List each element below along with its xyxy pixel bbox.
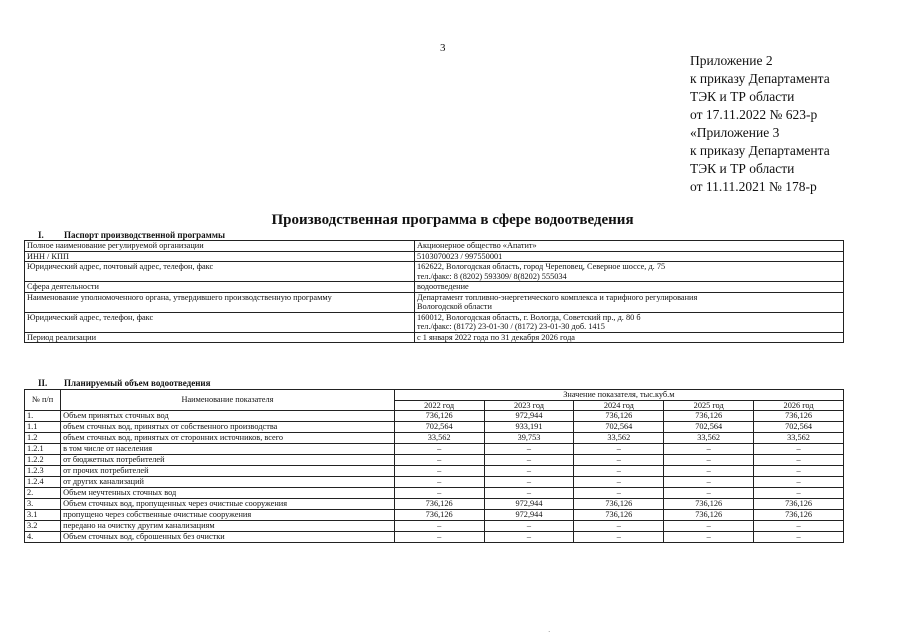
passport-value: с 1 января 2022 года по 31 декабря 2026 года <box>415 332 844 343</box>
row-value: – <box>754 455 844 466</box>
row-number: 4. <box>25 532 61 543</box>
table-row <box>25 477 844 488</box>
row-value: – <box>574 455 664 466</box>
row-value: – <box>484 488 574 499</box>
row-value: – <box>394 532 484 543</box>
passport-value <box>415 292 844 312</box>
row-name: Объем принятых сточных вод <box>61 411 395 422</box>
row-name: в том числе от населения <box>61 444 395 455</box>
table-row <box>25 282 844 293</box>
row-value: – <box>484 444 574 455</box>
section-1-title: Паспорт производственной программы <box>64 230 225 240</box>
row-name: объем сточных вод, принятых от сторонних источников, всего <box>61 433 395 444</box>
appendix-line: «Приложение 3 <box>690 125 780 140</box>
row-number: 3. <box>25 499 61 510</box>
table-row <box>25 488 844 499</box>
row-value: – <box>574 488 664 499</box>
appendix-line: ТЭК и ТР области <box>690 161 795 176</box>
document-title: Производственная программа в сфере водоотведения <box>271 212 634 228</box>
row-name: объем сточных вод, принятых от собственного производства <box>61 422 395 433</box>
section-2-heading <box>38 378 210 388</box>
row-value: – <box>484 532 574 543</box>
row-value: – <box>754 444 844 455</box>
row-value: 972,944 <box>484 499 574 510</box>
year-header: 2022 год <box>394 400 484 411</box>
row-number: 1.1 <box>25 422 61 433</box>
row-value: 736,126 <box>754 510 844 521</box>
passport-key: Наименование уполномоченного органа, утвердившего производственную программу <box>25 292 415 312</box>
appendix-line: к приказу Департамента <box>690 143 830 158</box>
passport-value-line: тел./факс: 8 (8202) 593309/ 8(8202) 555034 <box>417 271 567 281</box>
row-value: – <box>484 455 574 466</box>
appendix-line: к приказу Департамента <box>690 71 830 86</box>
row-name: Объем сточных вод, пропущенных через очистные сооружения <box>61 499 395 510</box>
row-value: – <box>484 521 574 532</box>
table-row <box>25 532 844 543</box>
row-value: 736,126 <box>664 499 754 510</box>
row-value: 736,126 <box>394 411 484 422</box>
passport-value-line: 162622, Вологодская область, город Череповец, Северное шоссе, д. 75 <box>417 262 666 271</box>
row-value: 736,126 <box>574 499 664 510</box>
row-value: – <box>484 477 574 488</box>
volume-table <box>24 389 844 543</box>
passport-value-line: тел./факс: (8172) 23-01-30 / (8172) 23-01-30 доб. 1415 <box>417 322 605 331</box>
passport-value-line: 160012, Вологодская область, г. Вологда, Советский пр., д. 80 б <box>417 312 641 322</box>
row-value: 736,126 <box>574 510 664 521</box>
table-row <box>25 332 844 343</box>
volume-table-body <box>25 411 844 543</box>
table-row <box>25 251 844 262</box>
section-2-title: Планируемый объем водоотведения <box>64 378 211 388</box>
table-row <box>25 411 844 422</box>
passport-table <box>24 240 844 343</box>
table-row <box>25 444 844 455</box>
row-value: – <box>574 521 664 532</box>
row-name: от прочих потребителей <box>61 466 395 477</box>
column-header-value: Значение показателя, тыс.куб.м <box>394 390 843 401</box>
table-row <box>25 510 844 521</box>
row-number: 1.2.2 <box>25 455 61 466</box>
passport-value: 5103070023 / 997550001 <box>415 251 844 262</box>
row-value: 972,944 <box>484 411 574 422</box>
row-number: 1.2.4 <box>25 477 61 488</box>
appendix-line: ТЭК и ТР области <box>690 89 795 104</box>
passport-value: водоотведение <box>415 282 844 293</box>
row-name: передано на очистку другим канализациям <box>61 521 395 532</box>
table-row <box>25 241 844 252</box>
passport-value-line: Департамент топливно-энергетического комплекса и тарифного регулирования <box>417 292 698 302</box>
row-value: – <box>664 477 754 488</box>
passport-value <box>415 312 844 332</box>
passport-value <box>415 262 844 282</box>
row-value: – <box>394 466 484 477</box>
row-value: 39,753 <box>484 433 574 444</box>
year-header: 2025 год <box>664 400 754 411</box>
row-value: 933,191 <box>484 422 574 433</box>
row-name: Объем неучтенных сточных вод <box>61 488 395 499</box>
row-value: – <box>664 444 754 455</box>
column-header-name: Наименование показателя <box>61 390 395 411</box>
passport-value-line: Вологодской области <box>417 302 492 311</box>
passport-key: Юридический адрес, почтовый адрес, телефон, факс <box>25 262 415 282</box>
row-value: 33,562 <box>754 433 844 444</box>
table-row <box>25 312 844 332</box>
row-number: 1.2.3 <box>25 466 61 477</box>
row-value: 33,562 <box>664 433 754 444</box>
section-2-number: II. <box>38 378 48 388</box>
table-row <box>25 455 844 466</box>
row-value: – <box>574 477 664 488</box>
row-value: – <box>664 455 754 466</box>
row-value: 702,564 <box>664 422 754 433</box>
table-row <box>25 499 844 510</box>
table-row <box>25 262 844 282</box>
row-value: – <box>574 444 664 455</box>
appendix-line: от 17.11.2022 № 623-р <box>690 107 818 122</box>
margin-mark: · <box>548 628 551 636</box>
row-value: – <box>754 521 844 532</box>
row-value: – <box>394 521 484 532</box>
row-value: – <box>664 521 754 532</box>
row-value: – <box>754 488 844 499</box>
year-header: 2026 год <box>754 400 844 411</box>
row-number: 3.1 <box>25 510 61 521</box>
row-value: 702,564 <box>754 422 844 433</box>
row-value: – <box>574 532 664 543</box>
row-value: 702,564 <box>394 422 484 433</box>
row-number: 1.2 <box>25 433 61 444</box>
row-value: 736,126 <box>664 411 754 422</box>
row-name: от других канализаций <box>61 477 395 488</box>
row-value: – <box>664 466 754 477</box>
year-header: 2023 год <box>484 400 574 411</box>
row-value: 736,126 <box>574 411 664 422</box>
row-value: 33,562 <box>574 433 664 444</box>
row-value: 33,562 <box>394 433 484 444</box>
appendix-line: Приложение 2 <box>690 53 773 68</box>
table-row <box>25 521 844 532</box>
passport-value: Акционерное общество «Апатит» <box>415 241 844 252</box>
passport-key: Полное наименование регулируемой организации <box>25 241 415 252</box>
row-value: 972,944 <box>484 510 574 521</box>
row-value: – <box>754 532 844 543</box>
table-row <box>25 422 844 433</box>
row-name: пропущено через собственные очистные сооружения <box>61 510 395 521</box>
table-header-row <box>25 390 844 401</box>
row-number: 2. <box>25 488 61 499</box>
column-header-number: № п/п <box>25 390 61 411</box>
year-header: 2024 год <box>574 400 664 411</box>
row-number: 1.2.1 <box>25 444 61 455</box>
row-value: 736,126 <box>394 499 484 510</box>
row-value: – <box>664 488 754 499</box>
table-row <box>25 466 844 477</box>
row-value: – <box>754 466 844 477</box>
row-value: – <box>754 477 844 488</box>
row-value: – <box>574 466 664 477</box>
row-name: от бюджетных потребителей <box>61 455 395 466</box>
section-1-heading <box>38 230 225 240</box>
table-row <box>25 292 844 312</box>
row-value: 736,126 <box>664 510 754 521</box>
row-value: 736,126 <box>754 411 844 422</box>
row-number: 3.2 <box>25 521 61 532</box>
row-value: – <box>394 488 484 499</box>
row-value: – <box>484 466 574 477</box>
page-number: 3 <box>440 42 446 54</box>
appendix-line: от 11.11.2021 № 178-р <box>690 179 817 194</box>
row-value: 702,564 <box>574 422 664 433</box>
passport-key: Сфера деятельности <box>25 282 415 293</box>
row-value: – <box>394 477 484 488</box>
row-number: 1. <box>25 411 61 422</box>
row-value: – <box>664 532 754 543</box>
section-1-number: I. <box>38 230 44 240</box>
appendix-block <box>690 52 830 196</box>
row-value: 736,126 <box>394 510 484 521</box>
row-value: 736,126 <box>754 499 844 510</box>
row-value: – <box>394 444 484 455</box>
passport-key: Период реализации <box>25 332 415 343</box>
passport-key: Юридический адрес, телефон, факс <box>25 312 415 332</box>
row-name: Объем сточных вод, сброшенных без очистки <box>61 532 395 543</box>
table-row <box>25 433 844 444</box>
row-value: – <box>394 455 484 466</box>
passport-key: ИНН / КПП <box>25 251 415 262</box>
